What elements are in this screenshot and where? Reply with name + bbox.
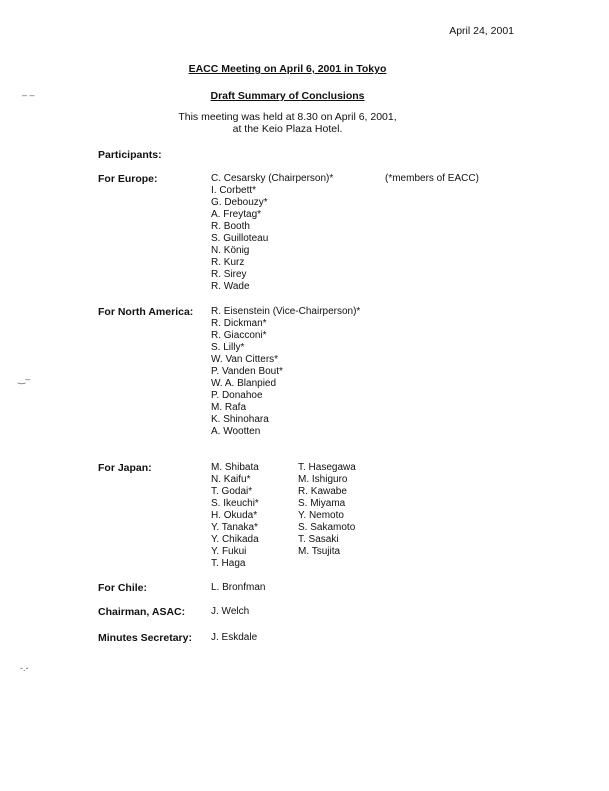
participant-name: A. Wootten — [211, 426, 261, 437]
participant-name: S. Ikeuchi* — [211, 498, 259, 509]
participant-name: R. Giacconi* — [211, 330, 267, 341]
scan-mark: -.- — [20, 663, 29, 673]
minutes-secretary-label: Minutes Secretary: — [98, 632, 192, 644]
participant-name: W. A. Blanpied — [211, 378, 277, 389]
participant-name: N. Kaifu* — [211, 474, 251, 485]
intro-text — [0, 111, 575, 135]
participant-name: S. Sakamoto — [298, 522, 356, 533]
participant-name: R. Sirey — [211, 269, 247, 280]
members-note: (*members of EACC) — [385, 173, 479, 184]
participant-name: P. Vanden Bout* — [211, 366, 283, 377]
participant-name: M. Rafa — [211, 402, 247, 413]
participant-name: J. Welch — [211, 606, 250, 617]
participant-name: R. Kurz — [211, 257, 245, 268]
chile-label: For Chile: — [98, 582, 147, 594]
participant-name: R. Eisenstein (Vice-Chairperson)* — [211, 306, 361, 317]
europe-names — [211, 173, 333, 293]
participant-name: S. Guilloteau — [211, 233, 269, 244]
document-date: April 24, 2001 — [449, 25, 514, 37]
participant-name: Y. Chikada — [211, 534, 259, 545]
participant-name: H. Okuda* — [211, 510, 258, 521]
north-america-label: For North America: — [98, 306, 194, 318]
europe-label: For Europe: — [98, 173, 158, 185]
participant-name: M. Shibata — [211, 462, 259, 473]
participant-name: Y. Nemoto — [298, 510, 344, 521]
participants-label: Participants: — [98, 149, 162, 161]
participant-name: M. Tsujita — [298, 546, 341, 557]
participant-name: A. Freytag* — [211, 209, 262, 220]
intro-line: This meeting was held at 8.30 on April 6, 2001, — [178, 111, 397, 123]
participant-name: I. Corbett* — [211, 185, 257, 196]
participant-name: S. Lilly* — [211, 342, 245, 353]
japan-names-col1 — [211, 462, 259, 570]
participant-name: G. Debouzy* — [211, 197, 268, 208]
participant-name: R. Wade — [211, 281, 250, 292]
participant-name: S. Miyama — [298, 498, 346, 509]
participant-name: J. Eskdale — [211, 632, 258, 643]
document-subtitle: Draft Summary of Conclusions — [210, 90, 365, 102]
document-title: EACC Meeting on April 6, 2001 in Tokyo — [188, 63, 387, 75]
north-america-names — [211, 306, 360, 438]
japan-names-col2 — [298, 462, 356, 558]
participant-name: M. Ishiguro — [298, 474, 348, 485]
japan-label: For Japan: — [98, 462, 152, 474]
participant-name: T. Sasaki — [298, 534, 339, 545]
participant-name: K. Shinohara — [211, 414, 269, 425]
participant-name: P. Donahoe — [211, 390, 263, 401]
participant-name: L. Bronfman — [211, 582, 266, 593]
participant-name: N. König — [211, 245, 250, 256]
participant-name: R. Kawabe — [298, 486, 347, 497]
scan-mark: ‿– — [18, 374, 31, 384]
participant-name: T. Godai* — [211, 486, 253, 497]
scan-mark: – – — [22, 90, 35, 100]
participant-name: Y. Fukui — [211, 546, 247, 557]
participant-name: C. Cesarsky (Chairperson)* — [211, 173, 334, 184]
participant-name: R. Booth — [211, 221, 250, 232]
participant-name: Y. Tanaka* — [211, 522, 258, 533]
intro-line: at the Keio Plaza Hotel. — [232, 123, 343, 135]
participant-name: W. Van Citters* — [211, 354, 279, 365]
asac-chairman-label: Chairman, ASAC: — [98, 606, 186, 618]
participant-name: R. Dickman* — [211, 318, 267, 329]
participant-name: T. Hasegawa — [298, 462, 356, 473]
participant-name: T. Haga — [211, 558, 246, 569]
